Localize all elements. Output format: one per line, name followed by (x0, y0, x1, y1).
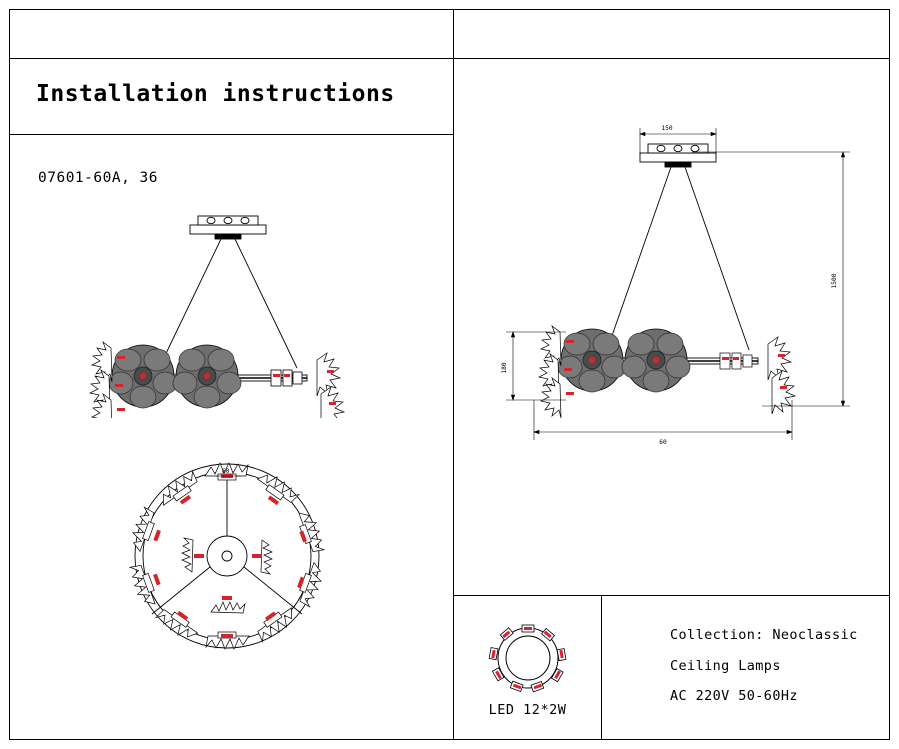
left-column (10, 10, 454, 739)
title-block (10, 58, 453, 135)
flower-shade-group-right (558, 329, 690, 392)
flower-shade-group (109, 345, 241, 408)
right-column (454, 10, 889, 739)
spec-category: Ceiling Lamps (670, 658, 781, 674)
crystal-cluster-right (317, 353, 344, 418)
front-elevation-drawing (85, 208, 405, 418)
spec-collection: Collection: Neoclassic (670, 627, 858, 643)
spec-electrical: AC 220V 50-60Hz (670, 688, 798, 704)
dim-canopy-width-label: 150 (661, 125, 673, 132)
spec-text-cell (602, 596, 889, 739)
plan-center-dimension-label: 60 (222, 468, 230, 475)
led-icon-cell (454, 596, 602, 739)
page-title: Installation instructions (36, 81, 395, 107)
top-plan-drawing (82, 428, 382, 698)
led-spec-label: LED 12*2W (488, 702, 567, 718)
dimensioned-elevation-drawing (462, 110, 882, 510)
dim-fixture-width-label: 60 (659, 439, 667, 446)
drawing-sheet (9, 9, 890, 740)
crystal-cluster-left (90, 342, 112, 418)
right-header-divider (454, 58, 889, 59)
model-code: 07601-60A, 36 (38, 170, 158, 186)
dim-total-height-label: 1500 (831, 273, 838, 289)
led-ring-icon (473, 610, 583, 700)
dim-fixture-height-label: 180 (501, 362, 508, 374)
specification-block (454, 595, 889, 739)
